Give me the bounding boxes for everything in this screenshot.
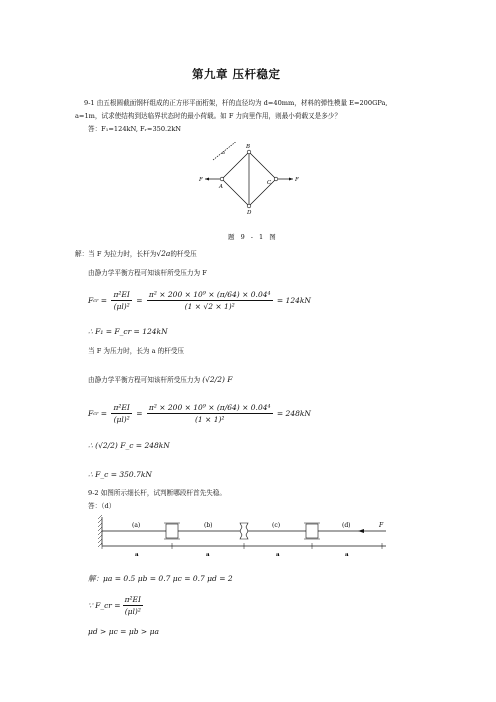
equation-f1: ∴ F₁ = F_cr = 124kN — [88, 327, 168, 336]
force-right-label: F — [295, 177, 299, 183]
figure-9-1-caption: 题 9 - 1 图 — [228, 233, 278, 241]
dimension-a-label: a — [222, 150, 225, 156]
equation-critical-load-general: ∵ F_cr = $\frac{\text{π²EI}}{\text{(μl)²}}$ — [88, 595, 141, 616]
equation-critical-load-2: F cr = $\frac{\text{π²EI}}{\text{(μl)²}}$ = $\frac{\text{π² × 200 × 10⁹ × (π/64) × 0.04⁴}}{\text{(1 × 1)²}}$ = 248kN — [88, 403, 311, 424]
span-2-label: a — [206, 552, 210, 558]
equation-fc-result: ∴ F_c = 350.7kN — [88, 470, 152, 479]
problem-9-2-answer: 答：（d） — [88, 502, 116, 510]
sol2-mu-values: 解：μa = 0.5 μb = 0.7 μc = 0.7 μd = 2 — [88, 574, 233, 583]
segment-c-label: (c) — [272, 522, 281, 529]
sol1-static-note: 由静力学平衡方程可知该杆所受压力为 F — [88, 269, 207, 277]
problem-9-2-line1: 9-2 如图所示细长杆，试判断哪段杆首先失稳。 — [88, 489, 226, 497]
force-F-label: F — [379, 522, 384, 529]
sol2-conclusion: μd > μc = μb > μa — [88, 627, 159, 636]
node-A-label: A — [219, 184, 223, 190]
problem-9-1-line1: 9-1 由五根圆截面钢杆组成的正方形平面桁架，杆的直径均为 d=40mm，材料的弹性模量 E=200GPa, — [84, 99, 388, 107]
truss-figure — [195, 142, 305, 222]
segment-a-label: (a) — [132, 522, 141, 529]
equation-fc-248: ∴ (√2/2) F_c = 248kN — [88, 441, 170, 450]
node-C-label: C — [267, 180, 272, 186]
force-left-label: F — [199, 177, 203, 183]
column-figure — [96, 515, 396, 563]
chapter-title: 第九章 压杆稳定 — [192, 67, 281, 81]
node-B-label: B — [246, 144, 251, 150]
problem-9-1-line2: a=1m，试求使结构到达临界状态时的最小荷载。如 F 力向里作用，则最小荷载又是多少？ — [75, 112, 342, 120]
equation-critical-load-1: F cr = $\frac{\text{π²EI}}{\text{(μl)²}}$ = $\frac{\text{π² × 200 × 10⁹ × (π/64) × 0.04⁴}}{\text{(1 × √2 × 1)²}}$ = 124kN — [88, 290, 311, 311]
node-D-label: D — [247, 210, 252, 216]
span-4-label: a — [345, 552, 349, 558]
segment-d-label: (d) — [342, 522, 351, 529]
sol1-case2: 当 F 为压力时，长为 a 的杆受压 — [88, 347, 185, 355]
segment-b-label: (b) — [204, 522, 213, 529]
span-1-label: a — [135, 552, 139, 558]
span-3-label: a — [276, 552, 280, 558]
sol1-static-note2: 由静力学平衡方程可知该杆所受压力为 (√2/2) F — [88, 375, 233, 384]
problem-9-1-answer: 答：F₁=124kN, Fᵣ=350.2kN — [88, 125, 182, 133]
sol1-intro: 解：当 F 为拉力时，长杆为√2a的杆受压 — [75, 249, 197, 258]
